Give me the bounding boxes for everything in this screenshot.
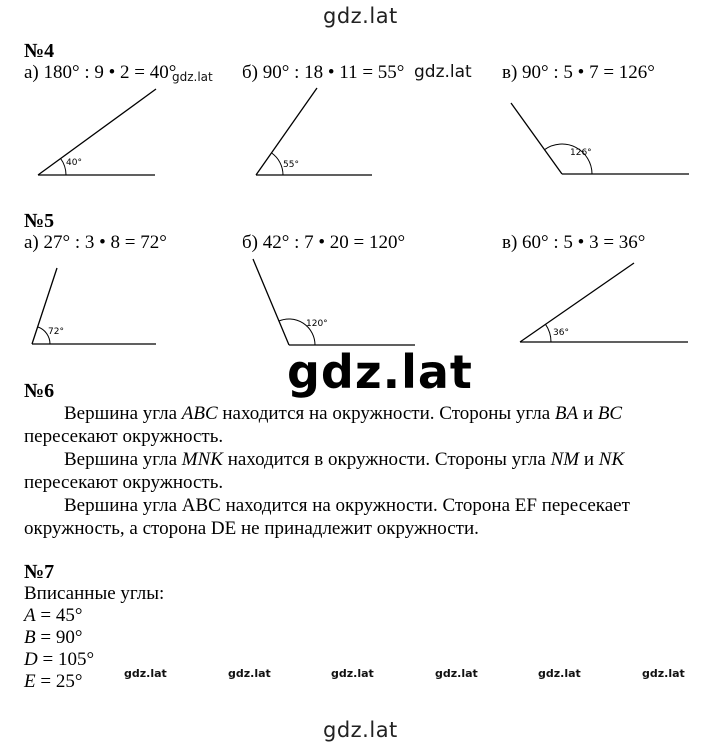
task4-equation-a: а) 180° : 9 • 2 = 40°: [24, 62, 177, 83]
task6-p1-text-c: находится на окружности. Стороны угла: [217, 403, 555, 424]
task7-angle-a-letter: A: [24, 605, 36, 626]
task7-angle-a-value: = 45°: [35, 605, 83, 626]
angle-5c-label: 36°: [553, 328, 569, 338]
watermark-inline-1: gdz.lat: [172, 70, 213, 84]
task6-p2-side2: NK: [598, 449, 625, 470]
task6-p2-line2: пересекают окружность.: [24, 472, 224, 493]
task6-paragraph-1: [24, 402, 696, 448]
task6-p2-line1: [24, 448, 696, 471]
task6-heading: №6: [24, 380, 55, 402]
angle-4b-label: 55°: [283, 160, 299, 170]
task7-angle-b-value: = 90°: [35, 627, 83, 648]
watermark-small-5: gdz.lat: [538, 667, 581, 680]
task7-angle-d-letter: D: [24, 649, 38, 670]
task6-p2-angle: MNK: [181, 449, 223, 470]
task6-paragraph-2: [24, 448, 696, 494]
task6-p1-line2: пересекают окружность.: [24, 426, 224, 447]
watermark-small-2: gdz.lat: [228, 667, 271, 680]
watermark-top: gdz.lat: [323, 4, 398, 28]
task6-p2-text-c: находится в окружности. Стороны угла: [222, 449, 551, 470]
watermark-small-6: gdz.lat: [642, 667, 685, 680]
task7-angle-b: [24, 627, 82, 649]
task7-heading: №7: [24, 561, 55, 583]
task7-intro: Вписанные углы:: [24, 583, 165, 604]
task6-p1-text-a: Вершина угла: [64, 403, 182, 424]
watermark-small-1: gdz.lat: [124, 667, 167, 680]
angle-5c: [520, 263, 688, 342]
watermark-small-3: gdz.lat: [331, 667, 374, 680]
angle-5a: [32, 268, 156, 344]
watermark-bottom: gdz.lat: [323, 718, 398, 742]
task7-angle-a: [24, 605, 82, 627]
task4-equation-c: в) 90° : 5 • 7 = 126°: [502, 62, 655, 83]
task4-heading: №4: [24, 40, 55, 62]
angle-5b: [253, 259, 415, 345]
watermark-small-4: gdz.lat: [435, 667, 478, 680]
angle-5a-label: 72°: [48, 327, 64, 337]
angle-4b: [256, 88, 372, 175]
task6-p1-side1: BA: [554, 403, 579, 424]
task5-equation-a: а) 27° : 3 • 8 = 72°: [24, 232, 167, 253]
task6-p2-and: и: [579, 449, 599, 470]
task7-angle-e: [24, 671, 82, 693]
task6-p1-side2: BC: [597, 403, 623, 424]
angle-5b-label: 120°: [306, 319, 328, 329]
task7-angle-b-letter: B: [24, 627, 36, 648]
angle-4c: [511, 103, 689, 174]
task7-angle-e-value: = 25°: [35, 671, 83, 692]
task6-p1-and: и: [578, 403, 598, 424]
task6-p3-line2: окружность, а сторона DE не принадлежит окружности.: [24, 518, 479, 539]
task4-equation-b: б) 90° : 18 • 11 = 55°: [242, 62, 405, 83]
task6-p1-line1: [24, 402, 696, 425]
task7-angle-d: [24, 649, 94, 671]
watermark-inline-2: gdz.lat: [414, 62, 472, 82]
task6-p1-angle: ABC: [181, 403, 218, 424]
angle-4c-label: 126°: [570, 148, 592, 158]
task7-angle-e-letter: E: [24, 671, 36, 692]
task6-p3-line1: Вершина угла ABC находится на окружности. Сторона EF пересекает: [64, 495, 630, 516]
task5-equation-c: в) 60° : 5 • 3 = 36°: [502, 232, 646, 253]
task6-paragraph-3: [24, 494, 696, 540]
angle-4a: [38, 89, 156, 175]
watermark-center: gdz.lat: [287, 345, 473, 399]
angle-4a-label: 40°: [66, 158, 82, 168]
task6-p2-text-a: Вершина угла: [64, 449, 182, 470]
task5-equation-b: б) 42° : 7 • 20 = 120°: [242, 232, 406, 253]
task6-p2-side1: NM: [550, 449, 580, 470]
task5-heading: №5: [24, 210, 55, 232]
task7-angle-d-value: = 105°: [37, 649, 95, 670]
